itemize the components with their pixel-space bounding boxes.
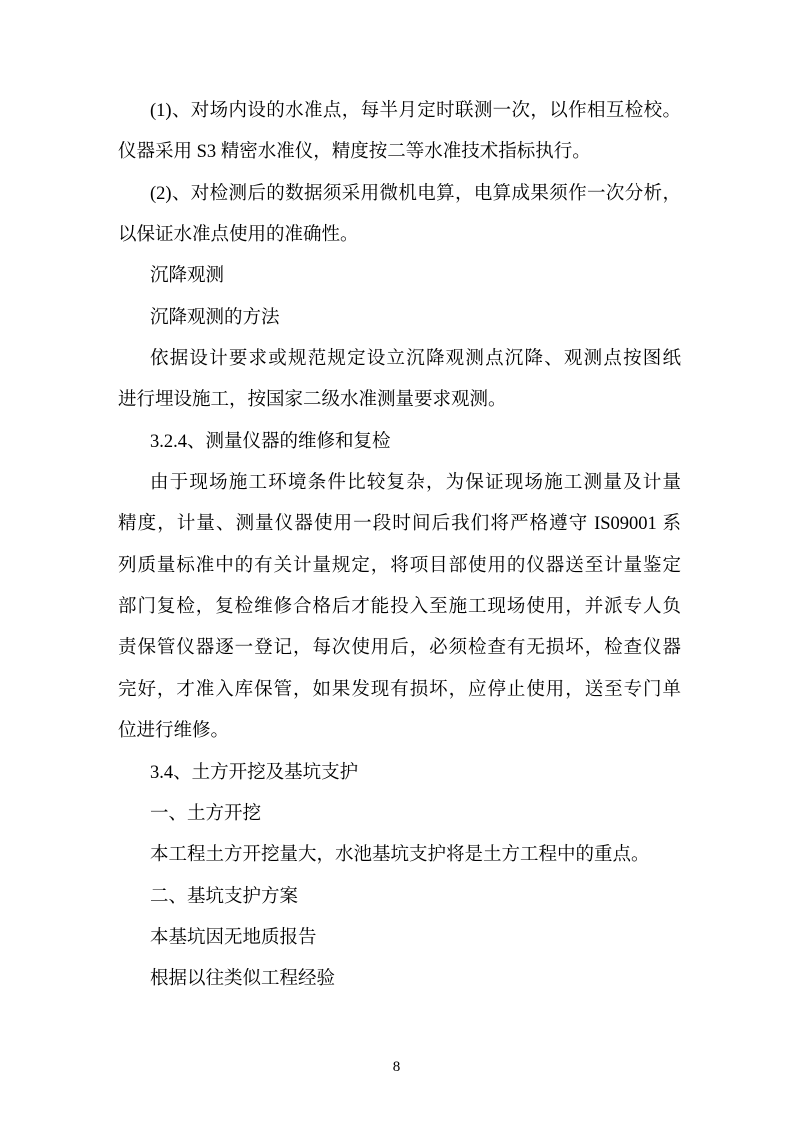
text-line: 部门复检，复检维修合格后才能投入至施工现场使用，并派专人负 <box>118 597 681 618</box>
paragraph <box>118 298 681 339</box>
paragraph <box>118 339 681 422</box>
text-line: 仪器采用 S3 精密水准仪，精度按二等水准技术指标执行。 <box>118 142 591 163</box>
text-line: (2)、对检测后的数据须采用微机电算，电算成果须作一次分析， <box>150 183 681 204</box>
text-line: 二、基坑支护方案 <box>150 886 299 907</box>
text-line: 根据以往类似工程经验 <box>150 969 336 990</box>
paragraph <box>118 918 681 959</box>
text-line: 本基坑因无地质报告 <box>150 927 317 948</box>
text-line: 精度，计量、测量仪器使用一段时间后我们将严格遵守 IS09001 系 <box>118 514 681 535</box>
text-line: 列质量标准中的有关计量规定，将项目部使用的仪器送至计量鉴定 <box>118 555 681 576</box>
text-line: 责保管仪器逐一登记，每次使用后，必须检查有无损坏，检查仪器 <box>118 638 681 659</box>
text-line: 进行埋设施工，按国家二级水准测量要求观测。 <box>118 390 507 411</box>
text-line: 3.2.4、测量仪器的维修和复检 <box>150 431 391 452</box>
paragraph <box>118 422 681 463</box>
paragraph <box>118 463 681 752</box>
text-line: 沉降观测 <box>150 266 225 287</box>
paragraph <box>118 256 681 297</box>
text-line: 位进行维修。 <box>118 721 230 742</box>
paragraph <box>118 835 681 876</box>
text-line: 一、土方开挖 <box>150 803 262 824</box>
text-line: 完好，才准入库保管，如果发现有损坏，应停止使用，送至专门单 <box>118 679 681 700</box>
paragraph <box>118 174 681 257</box>
text-line: 由于现场施工环境条件比较复杂，为保证现场施工测量及计量 <box>150 473 681 494</box>
paragraph <box>118 959 681 1000</box>
text-line: 本工程土方开挖量大，水池基坑支护将是土方工程中的重点。 <box>150 845 650 866</box>
text-line: 3.4、土方开挖及基坑支护 <box>150 762 359 783</box>
text-line: (1)、对场内设的水准点，每半月定时联测一次，以作相互检校。 <box>150 101 681 121</box>
paragraph <box>118 91 681 174</box>
paragraph <box>118 753 681 794</box>
document-body <box>118 91 681 1001</box>
text-line: 沉降观测的方法 <box>150 307 280 328</box>
text-line: 以保证水准点使用的准确性。 <box>118 225 359 246</box>
page-number: 8 <box>392 1059 401 1075</box>
paragraph <box>118 794 681 835</box>
text-line: 依据设计要求或规范规定设立沉降观测点沉降、观测点按图纸 <box>150 349 681 370</box>
paragraph <box>118 877 681 918</box>
